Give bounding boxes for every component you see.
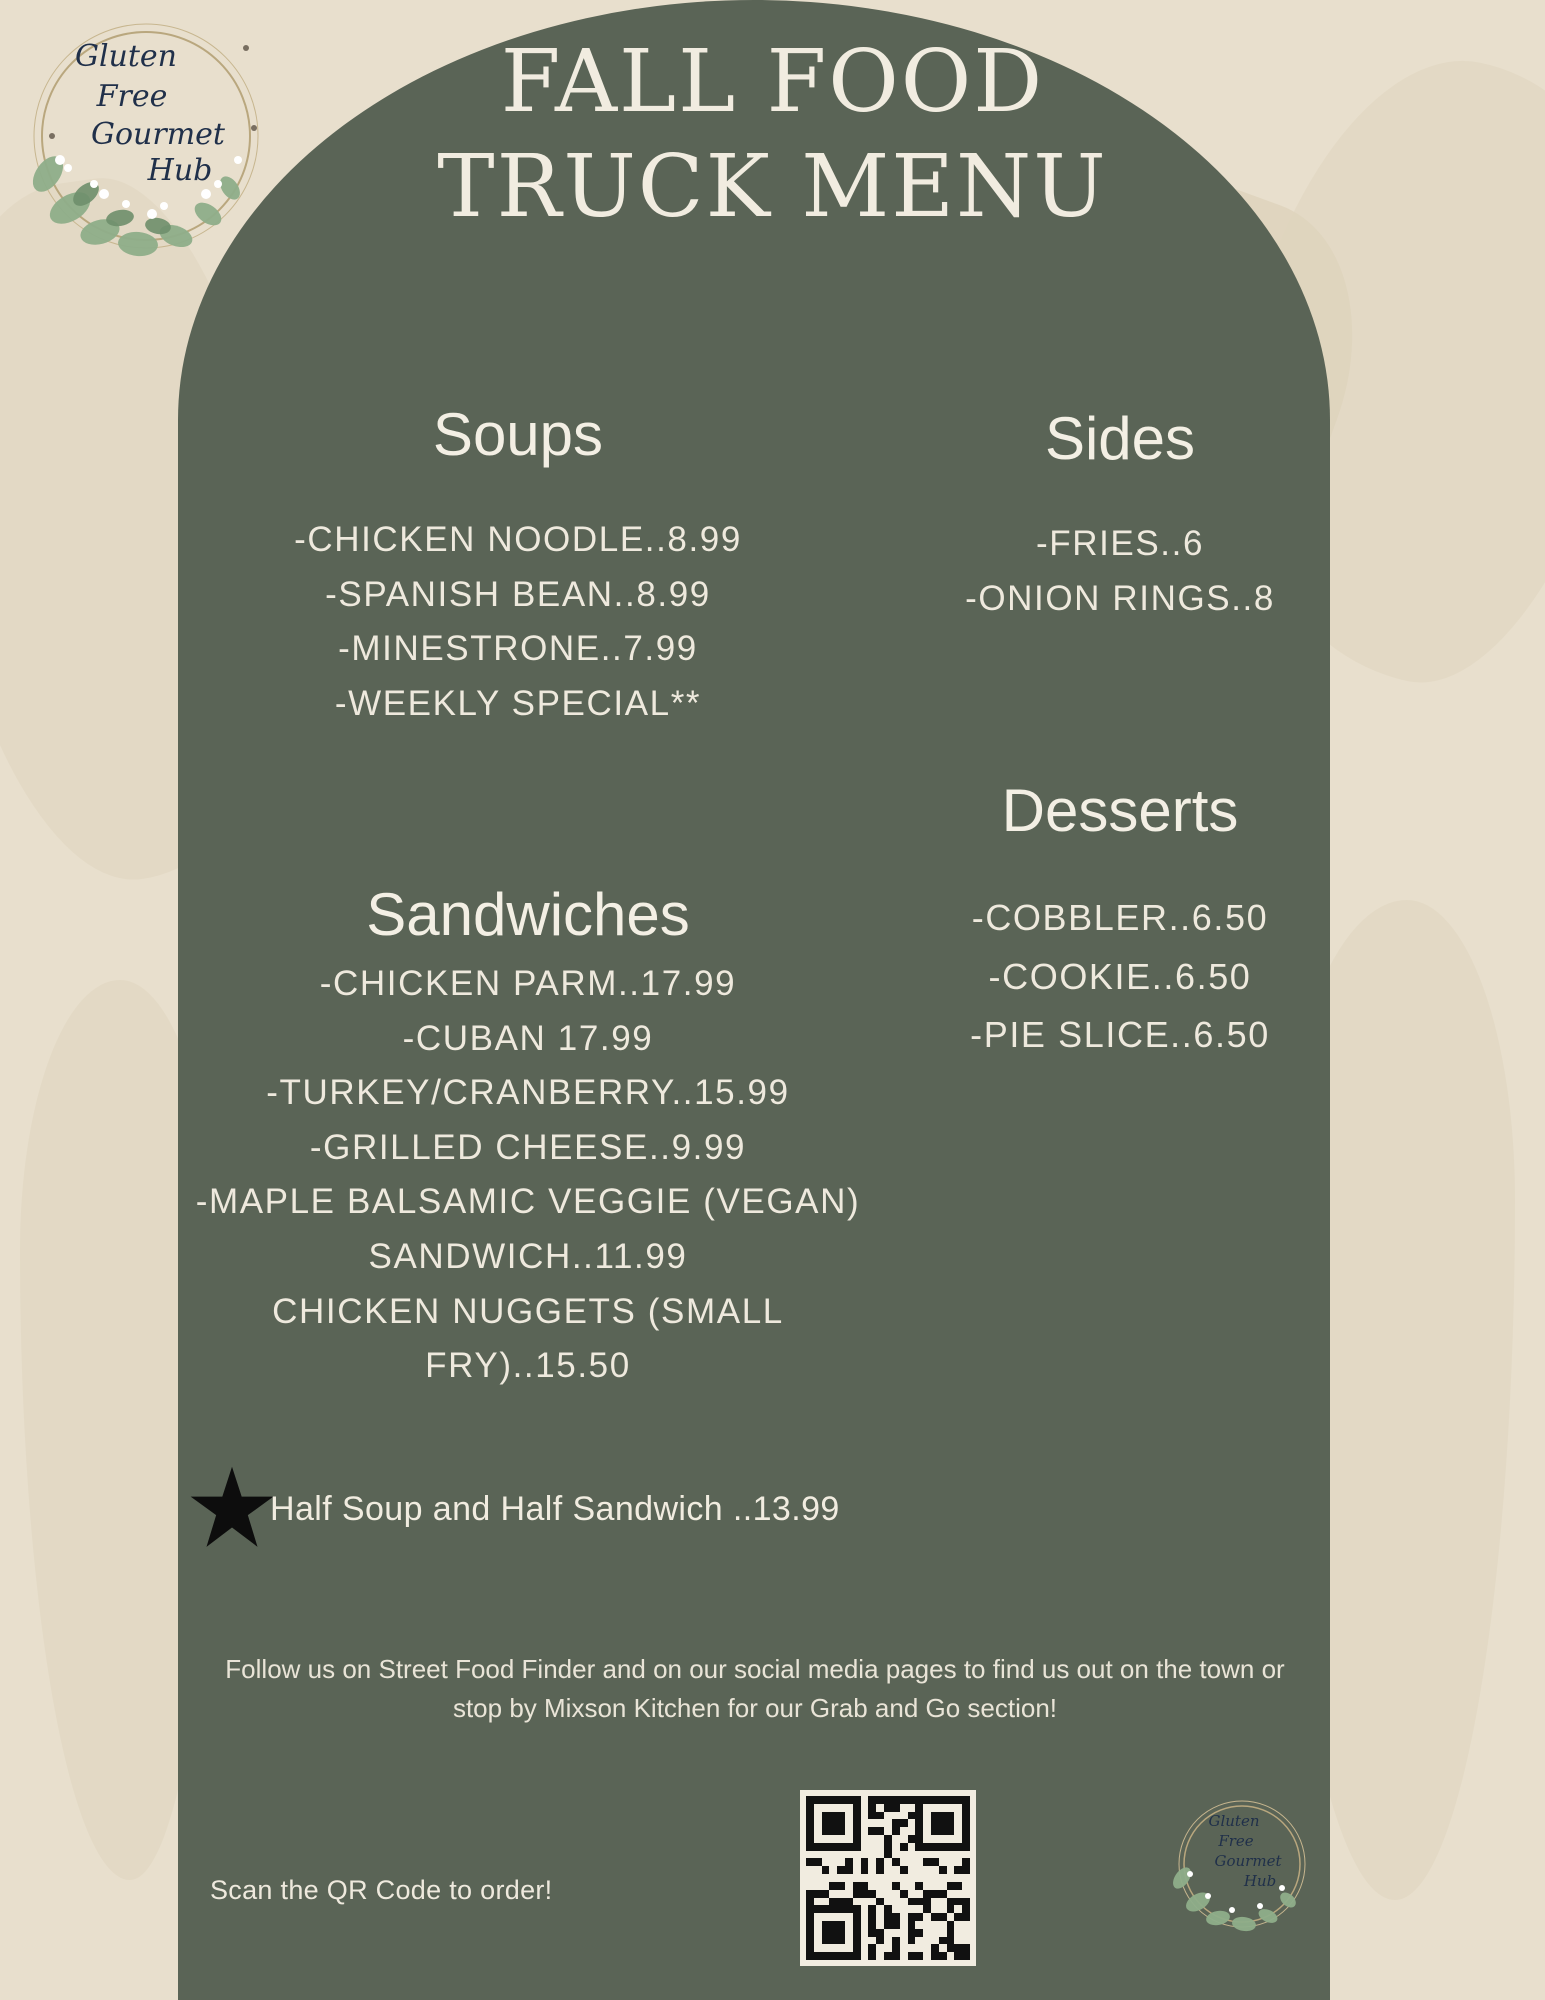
brand-line-3: Gourmet [1214,1852,1282,1870]
sandwiches-list [178,957,878,1394]
sandwiches-section [178,880,878,1394]
desserts-heading: Desserts [1001,777,1239,845]
footer-note: Follow us on Street Food Finder and on our social media pages to find us out on the town or stop by Mixson Kitchen for our Grab and Go section! [225,1654,1285,1723]
sides-list [900,517,1340,626]
brand-logo-bottom [1160,1790,1320,1945]
list-item: CHICKEN NUGGETS (SMALL FRY)..15.50 [272,1291,796,1386]
soups-heading: Soups [432,401,604,468]
list-item: -COBBLER..6.50 [971,897,1269,939]
soups-list [178,513,858,731]
list-item: -ONION RINGS..8 [965,578,1275,618]
soups-section [178,400,858,731]
brand-line-2: Free [1218,1832,1254,1850]
desserts-section [900,776,1340,1064]
qr-code-grid [806,1796,970,1960]
sides-heading: Sides [1044,405,1196,472]
list-item: -WEEKLY SPECIAL** [334,683,702,723]
title-line-2: TRUCK MENU [437,136,1108,237]
scan-instruction: Scan the QR Code to order! [210,1875,553,1905]
list-item: -CUBAN 17.99 [402,1018,654,1058]
brand-line-1: Gluten [74,39,178,74]
sandwiches-heading: Sandwiches [366,881,690,948]
list-item: -CHICKEN NOODLE..8.99 [294,520,742,559]
brand-logo-top [8,8,288,278]
list-item: -CHICKEN PARM..17.99 [319,964,737,1003]
star-icon [188,1465,276,1553]
brand-line-4: Hub [1243,1872,1277,1890]
list-item: -MINESTRONE..7.99 [338,629,698,669]
desserts-list [900,889,1340,1064]
brand-line-3: Gourmet [91,117,225,152]
list-item: -GRILLED CHEESE..9.99 [309,1127,747,1167]
list-item: -COOKIE..6.50 [988,955,1252,997]
title-line-1: FALL FOOD [500,32,1045,132]
list-item: -PIE SLICE..6.50 [970,1013,1270,1055]
list-item: -FRIES..6 [1035,524,1205,563]
special-combo-text: Half Soup and Half Sandwich ..13.99 [270,1489,840,1528]
special-combo-row [178,1465,918,1553]
list-item: -SPANISH BEAN..8.99 [325,574,711,614]
list-item: -MAPLE BALSAMIC VEGGIE (VEGAN) SANDWICH..11.99 [195,1182,872,1276]
brand-line-4: Hub [147,153,213,188]
brand-line-2: Free [96,79,168,114]
qr-code[interactable] [800,1790,976,1966]
list-item: -TURKEY/CRANBERRY..15.99 [266,1073,790,1113]
brand-line-1: Gluten [1208,1812,1260,1830]
right-column [900,400,1340,1064]
sides-section [900,404,1340,626]
